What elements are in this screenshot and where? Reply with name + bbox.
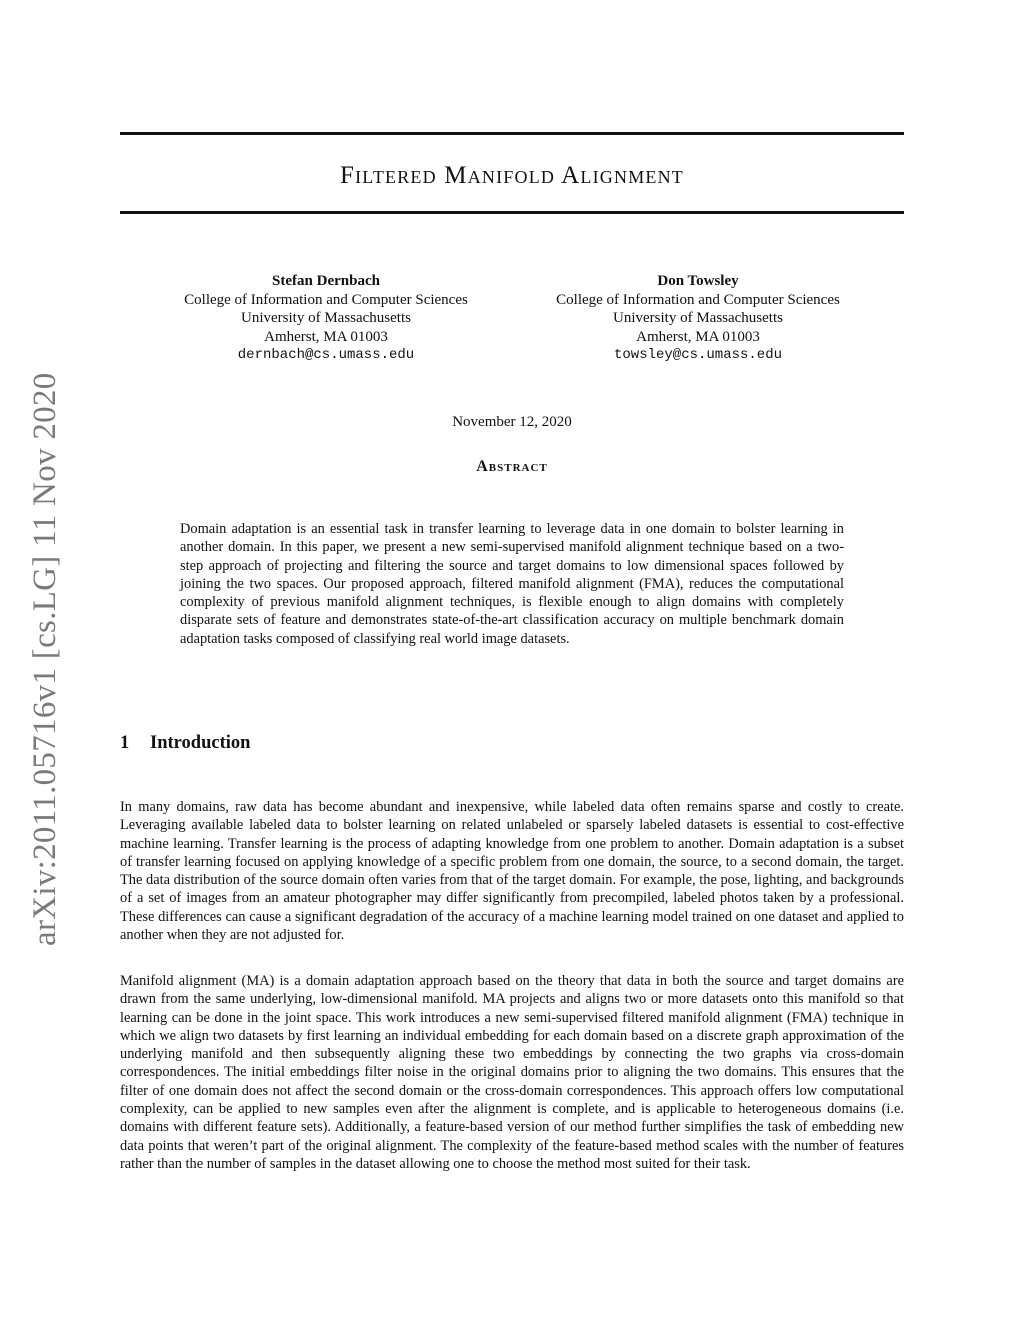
- abstract-text: Domain adaptation is an essential task in transfer learning to leverage data in one domain to bolster learning in another domain. In this paper, we present a new semi-supervised manifold alignment technique based on a two-step approach of projecting and filtering the source and target domains to low dimensional spaces followed by joining the two spaces. Our proposed approach, filtered manifold alignment (FMA), reduces the computational complexity of previous manifold alignment techniques, is flexible enough to align domains with completely disparate sets of feature and demonstrates state-of-the-art classification accuracy on multiple benchmark domain adaptation tasks composed of classifying real world image datasets.: [180, 521, 844, 647]
- section-number: 1: [120, 733, 130, 753]
- abstract-heading: Abstract: [476, 458, 548, 475]
- arxiv-identifier[interactable]: arXiv:2011.05716v1 [cs.LG] 11 Nov 2020: [27, 372, 63, 946]
- author-name: Stefan Dernbach: [272, 273, 380, 289]
- author-block-2: [518, 272, 878, 365]
- author-block-1: [146, 272, 506, 365]
- author-email[interactable]: dernbach@cs.umass.edu: [237, 347, 415, 363]
- author-affiliation: College of Information and Computer Sciences: [556, 291, 840, 308]
- section-heading-introduction: [120, 731, 904, 755]
- author-affiliation: College of Information and Computer Sciences: [184, 291, 468, 308]
- author-email[interactable]: towsley@cs.umass.edu: [613, 347, 783, 363]
- title-bottom-rule: [120, 211, 904, 214]
- paper-date: November 12, 2020: [452, 414, 572, 430]
- title-top-rule: [120, 132, 904, 135]
- intro-paragraph-1: In many domains, raw data has become abundant and inexpensive, while labeled data often remains sparse and costly to create. Leveraging available labeled data to bolster learning on related unlabeled or sparsely labeled datasets is essential to cost-effective machine learning. Transfer learning is the process of adapting knowledge from one problem to another. Domain adaptation is a subset of transfer learning focused on applying knowledge of a specific problem from one domain, the source, to a second domain, the target. The data distribution of the source domain often varies from that of the target domain. For example, the pose, lighting, and backgrounds of a set of images from an amateur photographer may differ significantly from precompiled, labeled photos taken by a professional. These differences can cause a significant degradation of the accuracy of a machine learning model trained on one dataset and applied to another when they are not adjusted for.: [120, 799, 904, 944]
- author-address: Amherst, MA 01003: [264, 328, 388, 345]
- author-university: University of Massachusetts: [613, 310, 783, 326]
- paper-title: Filtered Manifold Alignment: [339, 162, 684, 189]
- author-university: University of Massachusetts: [241, 310, 411, 326]
- intro-paragraph-2: Manifold alignment (MA) is a domain adaptation approach based on the theory that data in both the source and target domains are drawn from the same underlying, low-dimensional manifold. MA projects and aligns two or more datasets onto this manifold so that learning can be done in the joint space. This work introduces a new semi-supervised filtered manifold alignment (FMA) technique in which we align two datasets by first learning an individual embedding for each domain based on a discrete graph approximation of the underlying manifold and then subsequently aligning these two embeddings by connecting the two graphs via cross-domain correspondences. The initial embeddings filter noise in the original domains prior to aligning the two domains. This ensures that the filter of one domain does not affect the second domain or the cross-domain correspondences. This approach offers low computational complexity, can be applied to new samples even after the alignment is complete, and is applicable to heterogeneous domains (i.e. domains with different feature sets). Additionally, a feature-based version of our method further simplifies the task of embedding new data points that weren’t part of the original alignment. The complexity of the feature-based method scales with the number of features rather than the number of samples in the dataset allowing one to choose the method most suited for their task.: [120, 973, 904, 1172]
- section-title: Introduction: [150, 733, 251, 753]
- author-address: Amherst, MA 01003: [636, 328, 760, 345]
- author-name: Don Towsley: [657, 273, 739, 289]
